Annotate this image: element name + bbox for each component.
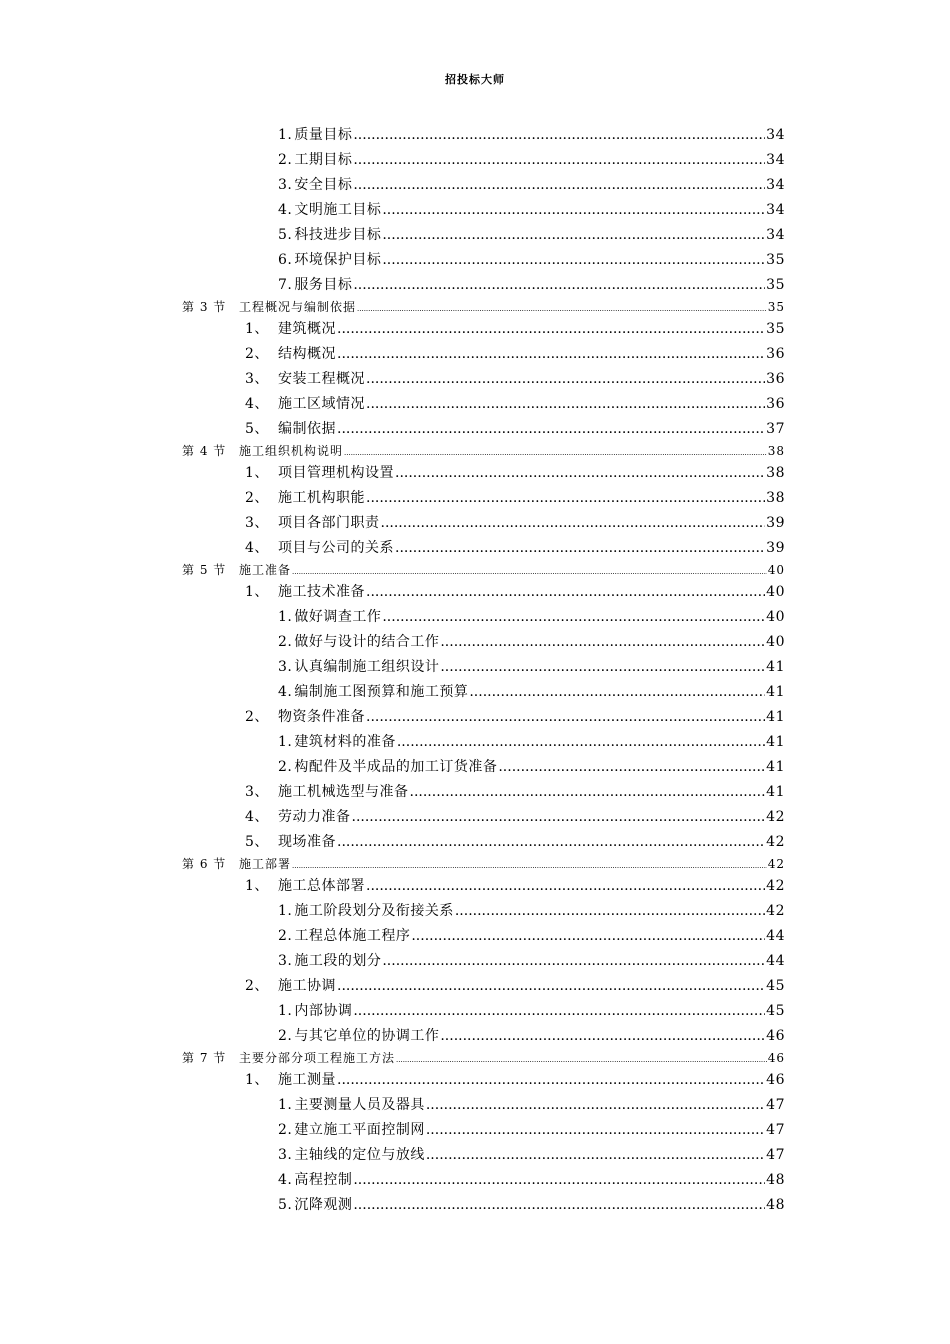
toc-page-number: 42	[766, 878, 785, 894]
toc-entry-number: 2、	[245, 978, 269, 994]
toc-entry-title: 施工技术准备	[278, 584, 365, 600]
toc-entry-title: 工程概况与编制依据	[239, 300, 357, 314]
toc-dot-leader	[381, 515, 766, 531]
toc-page-number: 48	[766, 1197, 785, 1213]
toc-entry-number: 3、	[245, 515, 269, 531]
toc-entry-title: 施工机械选型与准备	[278, 784, 409, 800]
toc-dot-leader	[426, 1147, 765, 1163]
toc-entry-title: 现场准备	[278, 834, 336, 850]
toc-entry-number: 1、	[245, 465, 269, 481]
toc-entry-title: 施工机构职能	[278, 490, 365, 506]
toc-entry-title: 高程控制	[294, 1172, 353, 1188]
toc-dot-leader	[366, 396, 765, 412]
toc-page-number: 44	[766, 953, 785, 969]
toc-page-number: 44	[766, 928, 785, 944]
toc-dot-leader	[337, 978, 765, 994]
toc-dot-leader	[440, 659, 765, 675]
toc-entry[interactable]	[278, 1000, 785, 1020]
toc-dot-leader	[396, 1056, 767, 1064]
toc-entry-title: 施工准备	[239, 563, 292, 577]
toc-entry-number: 7.	[278, 277, 293, 293]
toc-dot-leader	[382, 252, 765, 268]
toc-dot-leader	[395, 465, 765, 481]
toc-dot-leader	[292, 862, 767, 870]
toc-entry-title: 主要分部分项工程施工方法	[239, 1051, 396, 1065]
toc-entry[interactable]	[245, 581, 785, 601]
toc-entry-number: 1、	[245, 321, 269, 337]
toc-dot-leader	[357, 305, 767, 313]
toc-entry-title: 与其它单位的协调工作	[294, 1028, 440, 1044]
toc-entry-title: 施工段的划分	[294, 953, 382, 969]
toc-entry[interactable]	[278, 1144, 785, 1164]
toc-dot-leader	[382, 609, 765, 625]
toc-entry[interactable]	[245, 318, 785, 338]
toc-entry-title: 项目各部门职责	[278, 515, 380, 531]
toc-page-number: 46	[766, 1028, 785, 1044]
toc-page-number: 35	[767, 300, 785, 314]
toc-entry-number: 4、	[245, 540, 269, 556]
toc-entry-title: 结构概况	[278, 346, 336, 362]
toc-entry[interactable]	[278, 274, 785, 294]
toc-dot-leader	[353, 152, 765, 168]
toc-dot-leader	[426, 1097, 765, 1113]
toc-page-number: 47	[766, 1147, 785, 1163]
toc-page-number: 40	[766, 584, 785, 600]
toc-entry[interactable]	[245, 1069, 785, 1089]
toc-entry[interactable]	[278, 631, 785, 651]
toc-entry-title: 做好与设计的结合工作	[294, 634, 440, 650]
toc-page-number: 41	[766, 684, 785, 700]
toc-entry[interactable]	[182, 298, 785, 315]
toc-entry[interactable]	[278, 756, 785, 776]
toc-dot-leader	[353, 1003, 765, 1019]
toc-entry-number: 第 6 节	[182, 857, 227, 871]
toc-entry-number: 1.	[278, 1003, 293, 1019]
toc-entry-number: 第 4 节	[182, 444, 227, 458]
toc-entry-number: 3.	[278, 659, 293, 675]
toc-entry[interactable]	[245, 831, 785, 851]
toc-entry-title: 施工协调	[278, 978, 336, 994]
toc-dot-leader	[337, 834, 765, 850]
toc-page-number: 45	[766, 1003, 785, 1019]
toc-entry[interactable]	[278, 1169, 785, 1189]
toc-entry-number: 5.	[278, 1197, 293, 1213]
toc-entry-title: 施工部署	[239, 857, 292, 871]
toc-page-number: 42	[767, 857, 785, 871]
toc-entry-number: 第 7 节	[182, 1051, 227, 1065]
toc-entry-number: 4.	[278, 684, 293, 700]
toc-page-number: 41	[766, 709, 785, 725]
toc-entry-number: 第 3 节	[182, 300, 227, 314]
toc-entry[interactable]	[245, 537, 785, 557]
toc-page-number: 34	[766, 152, 785, 168]
toc-entry[interactable]	[278, 174, 785, 194]
toc-page-number: 46	[766, 1072, 785, 1088]
toc-entry[interactable]	[278, 199, 785, 219]
toc-entry[interactable]	[278, 1119, 785, 1139]
toc-entry-title: 服务目标	[294, 277, 353, 293]
toc-entry[interactable]	[278, 1025, 785, 1045]
toc-dot-leader	[353, 277, 765, 293]
toc-page-number: 34	[766, 227, 785, 243]
toc-entry-title: 安全目标	[294, 177, 353, 193]
toc-dot-leader	[440, 634, 765, 650]
toc-entry-title: 工期目标	[294, 152, 353, 168]
toc-page-number: 37	[766, 421, 785, 437]
toc-page-number: 35	[766, 277, 785, 293]
toc-dot-leader	[366, 878, 765, 894]
toc-entry[interactable]	[278, 1194, 785, 1214]
toc-dot-leader	[366, 709, 765, 725]
toc-entry[interactable]	[278, 731, 785, 751]
toc-entry[interactable]	[245, 393, 785, 413]
toc-entry[interactable]	[278, 900, 785, 920]
toc-dot-leader	[337, 346, 765, 362]
toc-dot-leader	[353, 1197, 765, 1213]
toc-entry-number: 4.	[278, 1172, 293, 1188]
toc-page-number: 36	[766, 371, 785, 387]
page-header-title: 招投标大师	[445, 73, 505, 86]
toc-entry-title: 施工总体部署	[278, 878, 365, 894]
toc-entry-number: 5、	[245, 421, 269, 437]
toc-entry-title: 主轴线的定位与放线	[294, 1147, 425, 1163]
toc-entry-title: 认真编制施工组织设计	[294, 659, 440, 675]
toc-entry[interactable]	[182, 561, 785, 578]
toc-entry-title: 构配件及半成品的加工订货准备	[294, 759, 498, 775]
toc-entry[interactable]	[245, 487, 785, 507]
toc-entry-number: 1.	[278, 1097, 293, 1113]
toc-entry-number: 4、	[245, 809, 269, 825]
toc-entry-number: 2.	[278, 759, 293, 775]
toc-dot-leader	[353, 177, 765, 193]
toc-entry-title: 做好调查工作	[294, 609, 382, 625]
toc-dot-leader	[382, 202, 765, 218]
toc-entry[interactable]	[278, 656, 785, 676]
toc-entry[interactable]	[245, 512, 785, 532]
toc-dot-leader	[337, 1072, 765, 1088]
toc-entry[interactable]	[182, 1049, 785, 1066]
toc-page-number: 41	[766, 784, 785, 800]
toc-page-number: 40	[766, 634, 785, 650]
toc-dot-leader	[382, 227, 765, 243]
toc-entry-title: 内部协调	[294, 1003, 353, 1019]
toc-page-number: 38	[766, 490, 785, 506]
toc-entry-title: 编制施工图预算和施工预算	[294, 684, 469, 700]
toc-dot-leader	[469, 684, 765, 700]
toc-entry-title: 施工组织机构说明	[239, 444, 344, 458]
toc-page-number: 46	[767, 1051, 785, 1065]
toc-entry-number: 4.	[278, 202, 293, 218]
toc-page-number: 38	[767, 444, 785, 458]
toc-page-number: 34	[766, 127, 785, 143]
toc-entry-number: 5.	[278, 227, 293, 243]
toc-entry-number: 1、	[245, 584, 269, 600]
toc-dot-leader	[352, 809, 766, 825]
toc-entry[interactable]	[278, 1094, 785, 1114]
toc-entry-number: 2.	[278, 1122, 293, 1138]
toc-entry-title: 质量目标	[294, 127, 353, 143]
toc-entry-number: 1.	[278, 127, 293, 143]
toc-entry-title: 施工区域情况	[278, 396, 365, 412]
toc-page-number: 36	[766, 346, 785, 362]
toc-entry-number: 1、	[245, 1072, 269, 1088]
toc-entry-number: 1.	[278, 609, 293, 625]
toc-page-number: 34	[766, 202, 785, 218]
toc-page-number: 42	[766, 809, 785, 825]
toc-entry-number: 3、	[245, 784, 269, 800]
toc-entry-number: 2、	[245, 490, 269, 506]
toc-page-number: 42	[766, 903, 785, 919]
toc-dot-leader	[292, 568, 767, 576]
toc-dot-leader	[455, 903, 765, 919]
toc-entry-number: 3.	[278, 177, 293, 193]
toc-page-number: 34	[766, 177, 785, 193]
toc-page-number: 41	[766, 659, 785, 675]
toc-entry[interactable]	[245, 975, 785, 995]
toc-entry-title: 施工阶段划分及衔接关系	[294, 903, 454, 919]
toc-page-number: 39	[766, 515, 785, 531]
toc-entry[interactable]	[278, 124, 785, 144]
toc-dot-leader	[344, 449, 767, 457]
toc-entry[interactable]	[278, 224, 785, 244]
toc-entry-title: 物资条件准备	[278, 709, 365, 725]
toc-entry-title: 施工测量	[278, 1072, 336, 1088]
toc-dot-leader	[410, 784, 766, 800]
toc-entry[interactable]	[278, 681, 785, 701]
toc-entry-number: 1.	[278, 734, 293, 750]
toc-page-number: 47	[766, 1122, 785, 1138]
toc-page-number: 35	[766, 321, 785, 337]
toc-entry[interactable]	[278, 925, 785, 945]
toc-dot-leader	[366, 490, 765, 506]
toc-dot-leader	[337, 421, 765, 437]
toc-entry-title: 安装工程概况	[278, 371, 365, 387]
toc-entry-number: 3.	[278, 1147, 293, 1163]
toc-dot-leader	[426, 1122, 765, 1138]
toc-entry[interactable]	[245, 806, 785, 826]
toc-entry-number: 4、	[245, 396, 269, 412]
toc-entry-title: 建立施工平面控制网	[294, 1122, 425, 1138]
toc-entry[interactable]	[182, 442, 785, 459]
toc-entry-number: 2、	[245, 709, 269, 725]
toc-page-number: 40	[766, 609, 785, 625]
toc-dot-leader	[337, 321, 765, 337]
toc-entry[interactable]	[245, 462, 785, 482]
toc-dot-leader	[395, 540, 765, 556]
toc-entry-title: 主要测量人员及器具	[294, 1097, 425, 1113]
toc-entry-number: 2.	[278, 152, 293, 168]
toc-entry-title: 项目与公司的关系	[278, 540, 394, 556]
toc-entry[interactable]	[278, 149, 785, 169]
toc-dot-leader	[382, 953, 765, 969]
toc-entry[interactable]	[182, 855, 785, 872]
toc-entry-title: 编制依据	[278, 421, 336, 437]
toc-entry-title: 工程总体施工程序	[294, 928, 411, 944]
toc-page-number: 36	[766, 396, 785, 412]
toc-entry-number: 2、	[245, 346, 269, 362]
toc-dot-leader	[411, 928, 765, 944]
toc-entry[interactable]	[278, 249, 785, 269]
toc-page-number: 39	[766, 540, 785, 556]
toc-dot-leader	[353, 127, 765, 143]
toc-page-number: 42	[766, 834, 785, 850]
toc-page-number: 45	[766, 978, 785, 994]
toc-dot-leader	[366, 584, 765, 600]
toc-entry-title: 环境保护目标	[294, 252, 382, 268]
toc-page-number: 38	[766, 465, 785, 481]
toc-entry-title: 项目管理机构设置	[278, 465, 394, 481]
toc-page-number: 41	[766, 759, 785, 775]
toc-entry-title: 劳动力准备	[278, 809, 351, 825]
toc-entry[interactable]	[278, 606, 785, 626]
toc-entry[interactable]	[245, 343, 785, 363]
toc-entry-number: 1.	[278, 903, 293, 919]
toc-entry[interactable]	[278, 950, 785, 970]
toc-dot-leader	[440, 1028, 765, 1044]
toc-entry-number: 2.	[278, 634, 293, 650]
toc-dot-leader	[353, 1172, 765, 1188]
toc-entry-number: 2.	[278, 928, 293, 944]
toc-dot-leader	[366, 371, 765, 387]
toc-page-number: 47	[766, 1097, 785, 1113]
toc-entry-number: 3.	[278, 953, 293, 969]
toc-entry-number: 5、	[245, 834, 269, 850]
toc-entry[interactable]	[245, 418, 785, 438]
toc-entry-title: 建筑材料的准备	[294, 734, 396, 750]
toc-entry-number: 6.	[278, 252, 293, 268]
toc-entry-title: 文明施工目标	[294, 202, 382, 218]
toc-entry[interactable]	[245, 875, 785, 895]
toc-page-number: 35	[766, 252, 785, 268]
toc-entry-number: 2.	[278, 1028, 293, 1044]
toc-page-number: 40	[767, 563, 785, 577]
toc-page-number: 41	[766, 734, 785, 750]
toc-dot-leader	[498, 759, 765, 775]
toc-dot-leader	[397, 734, 765, 750]
toc-entry-number: 第 5 节	[182, 563, 227, 577]
toc-entry-number: 3、	[245, 371, 269, 387]
toc-entry-title: 科技进步目标	[294, 227, 382, 243]
toc-entry[interactable]	[245, 368, 785, 388]
toc-entry[interactable]	[245, 706, 785, 726]
toc-entry-title: 建筑概况	[278, 321, 336, 337]
toc-entry-title: 沉降观测	[294, 1197, 353, 1213]
toc-page-number: 48	[766, 1172, 785, 1188]
toc-entry-number: 1、	[245, 878, 269, 894]
toc-entry[interactable]	[245, 781, 785, 801]
